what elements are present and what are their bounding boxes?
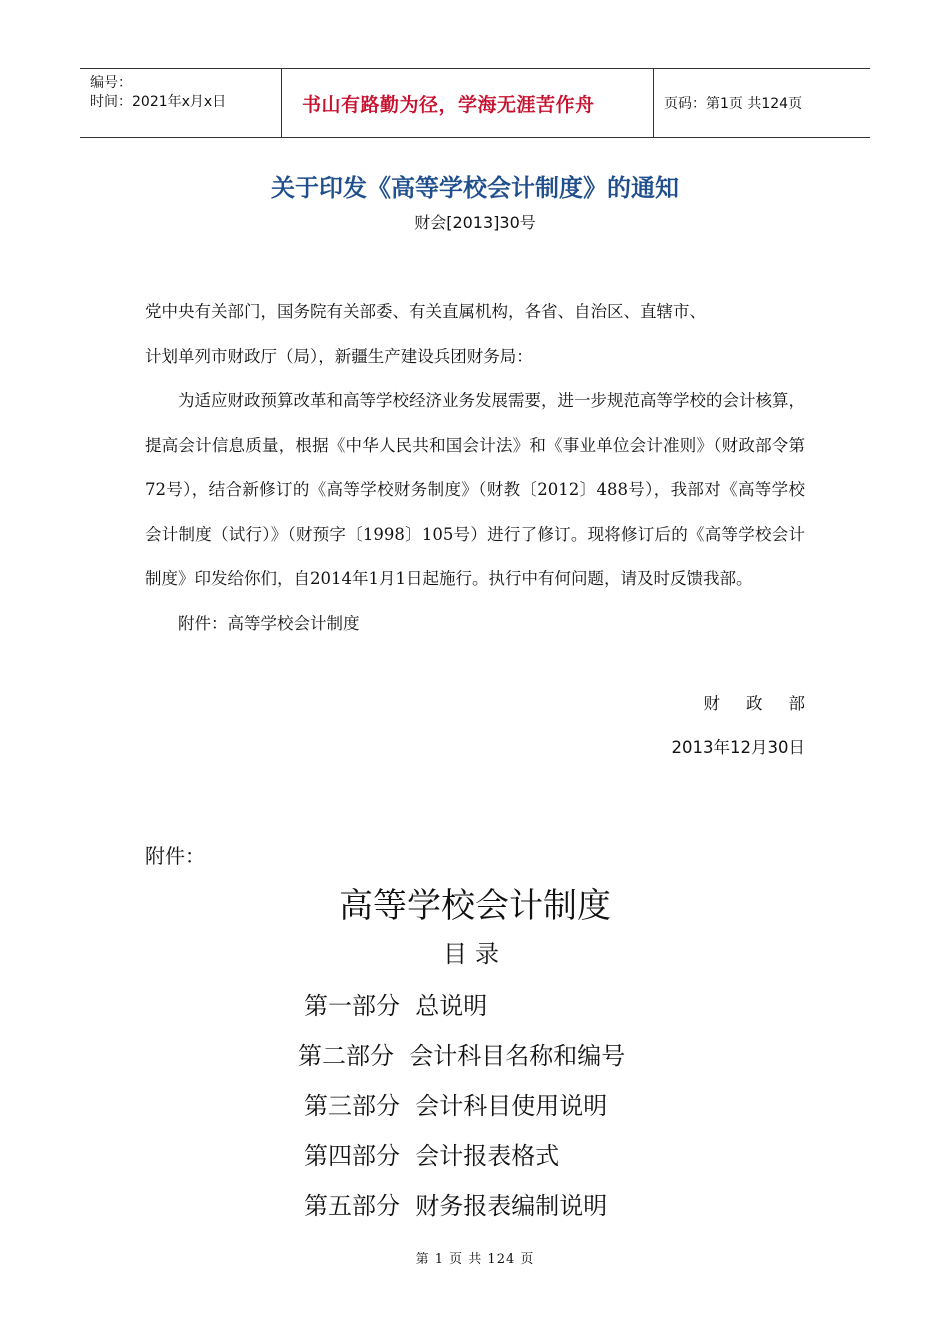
header-motto <box>282 69 654 137</box>
attachment-note: 附件：高等学校会计制度 <box>178 613 360 633</box>
signature-date: 2013年12月30日 <box>671 738 805 757</box>
header-page-info <box>654 69 870 137</box>
doc-number: 财会[2013]30号 <box>414 213 536 232</box>
page-footer: 第 1 页 共 124 页 <box>415 1252 535 1267</box>
number-label: 编号： <box>90 75 132 91</box>
header-table <box>80 68 870 138</box>
page-info-text: 页码：第1页 共124页 <box>664 96 803 112</box>
time-label: 时间：2021年x月x日 <box>90 94 227 110</box>
toc-item-1: 第一部分 总说明 <box>304 992 488 1020</box>
toc-item-2: 第二部分 会计科目名称和编号 <box>298 1042 626 1070</box>
signature-org: 财政部 <box>703 694 831 713</box>
notice-body <box>145 290 805 646</box>
addressee-line-2: 计划单列市财政厅（局），新疆生产建设兵团财务局： <box>145 346 533 366</box>
addressee-line-1: 党中央有关部门，国务院有关部委、有关直属机构，各省、自治区、直辖市、 <box>145 302 706 321</box>
body-paragraph: 为适应财政预算改革和高等学校经济业务发展需要，进一步规范高等学校的会计核算，提高会计信息质量，根据《中华人民共和国会计法》和《事业单位会计准则》（财政部令第72号），结合新修订的《高等学校财务制度》（财教〔2012〕488号），我部对《高等学校会计制度（试行）》（财预字〔1998〕105号）进行了修订。现将修订后的《高等学校会计制度》印发给你们，自2014年1月1日起施行。执行中有何问题，请及时反馈我部。 <box>145 391 805 588</box>
notice-title: 关于印发《高等学校会计制度》的通知 <box>271 173 679 202</box>
motto-text: 书山有路勤为径，学海无涯苦作舟 <box>302 93 595 116</box>
header-meta <box>80 69 282 137</box>
toc-item-5: 第五部分 财务报表编制说明 <box>304 1192 608 1220</box>
attachment-label: 附件： <box>145 844 205 868</box>
attachment-title: 高等学校会计制度 <box>339 886 611 926</box>
toc-heading: 目录 <box>443 940 507 968</box>
toc-item-3: 第三部分 会计科目使用说明 <box>304 1092 608 1120</box>
toc-item-4: 第四部分 会计报表格式 <box>304 1142 560 1170</box>
